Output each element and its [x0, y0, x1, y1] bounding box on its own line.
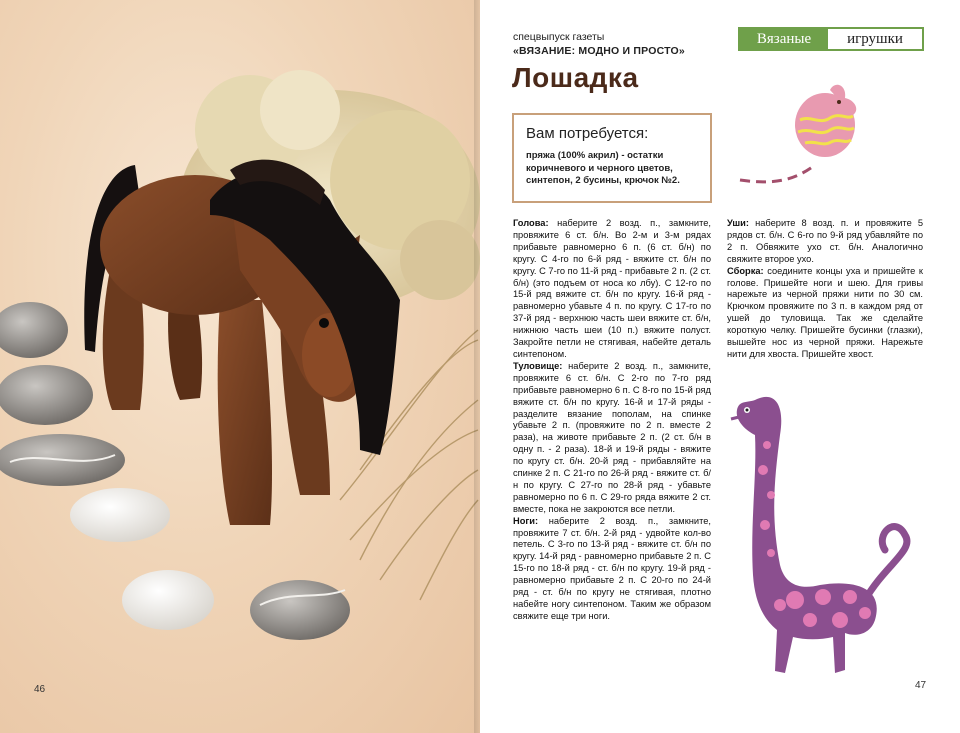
section-ears: [727, 218, 923, 266]
section-text: наберите 2 возд. п., замкните, провяжите 6 ст. б/н. С 2-го по 7-го ряд прибавьте равномерно 6 п. С 8-го по 15-й ряд вяжите ст. б/н по кругу. 16-й и 17-й ряды - разделите вязание пополам, на спинке убавьте 2 п. (провяжите по 2 п. вместе 2 раза), на животе прибавьте 2 п. (2 ст. б/н в одну п. - 2 раза). 18-й и 19-й ряды - вяжите по кругу ст. б/н. 20-й ряд - прибавляйте на спинке 2 п. С 21-го по 26-й ряд - вяжите ст. б/н по кругу. С 27-го по 28-й ряд - убавьте равномерно по 6 п. С 29-го ряда вяжите 2 ст. вместе, пока не закроются все петли.: [513, 360, 711, 514]
section-assembly: [727, 266, 923, 361]
page-number-right: 47: [915, 680, 927, 691]
section-heading: Сборка:: [727, 265, 764, 276]
page-title: Лошадка: [512, 62, 639, 93]
supertitle: [513, 30, 685, 58]
section-body-tulovishche: [513, 361, 711, 516]
section-text: наберите 8 возд. п. и провяжите 5 рядов ст. б/н. С 6-го по 9-й ряд убавляйте по 2 п. Обвяжите ухо ст. б/н. Аналогично свяжите второе ухо.: [727, 218, 923, 264]
supertitle-line2: «ВЯЗАНИЕ: МОДНО И ПРОСТО»: [513, 45, 685, 57]
right-page: [480, 0, 960, 733]
section-tag-part2: игрушки: [847, 30, 903, 47]
section-text: наберите 2 возд. п., замкните, провяжите 7 ст. б/н. 2-й ряд - удвойте кол-во петель. С 3-го по 13-й ряд - вяжите ст. б/н по кругу. 14-й ряд - равномерно прибавьте 2 п. С 15-го по 18-й ряд - ст. б/н по кругу. 19-й ряд - равномерно прибавьте 2 п. С 20-го по 24-й ряд - ст. б/н по кругу не стягивая, плотно набейте ногу синтепоном. Таким же образом свяжите еще три ноги.: [513, 515, 711, 621]
materials-heading: Вам потребуется:: [526, 125, 649, 142]
instructions-column-1: [513, 218, 711, 623]
materials-box: [512, 113, 712, 203]
page-number-left: 46: [34, 684, 46, 695]
supertitle-line1: спецвыпуск газеты: [513, 31, 605, 43]
section-heading: Ноги:: [513, 515, 539, 526]
section-heading: Голова:: [513, 218, 549, 228]
section-legs: [513, 516, 711, 623]
dinosaur-illustration: [725, 375, 920, 685]
section-heading: Туловище:: [513, 360, 563, 371]
section-heading: Уши:: [727, 218, 749, 228]
section-text: соедините концы уха и пришейте к голове. Пришейте ноги и шею. Для гривы нарежьте из черной пряжи нити по 30 см. Крючком провяжите по 3 п. в каждом ряд от ушей до туловища. Так же сделайте короткую челку. Пришейте бусинки (глазки), вышейте нос из черной пряжи. Нарежьте нити для хвоста. Пришейте хвост.: [727, 265, 923, 359]
section-text: наберите 2 возд. п., замкните, провяжите 6 ст. б/н. Во 2-м и 3-м рядах прибавьте равномерно 6 п. (6 ст. б/н) по кругу. С 4-го по 6-й ряд - вяжите ст. б/н по кругу. С 7-го по 11-й ряд - прибавьте 2 п. (2 ст. б/н) (это подъем от носа ко лбу). С 12-го по 15-й ряд вяжите ст. б/н по кругу. 16-й ряд - равномерно убавьте 4 п. по кругу. С 17-го по 37-й ряд - верхнюю часть шеи вяжите ст. б/н, нижнюю часть шеи (10 п.) вяжите полуст. Закройте петли не стягивая, набейте деталь синтепоном.: [513, 218, 711, 359]
section-tag-part1: Вязаные: [740, 29, 828, 49]
section-tag: [738, 27, 924, 51]
instructions-column-2: [727, 218, 923, 361]
section-head-golova: [513, 218, 711, 361]
bird-illustration: [735, 80, 885, 190]
materials-text: пряжа (100% акрил) - остатки коричневого и черного цветов, синтепон, 2 бусины, крючок №2.: [526, 150, 680, 186]
